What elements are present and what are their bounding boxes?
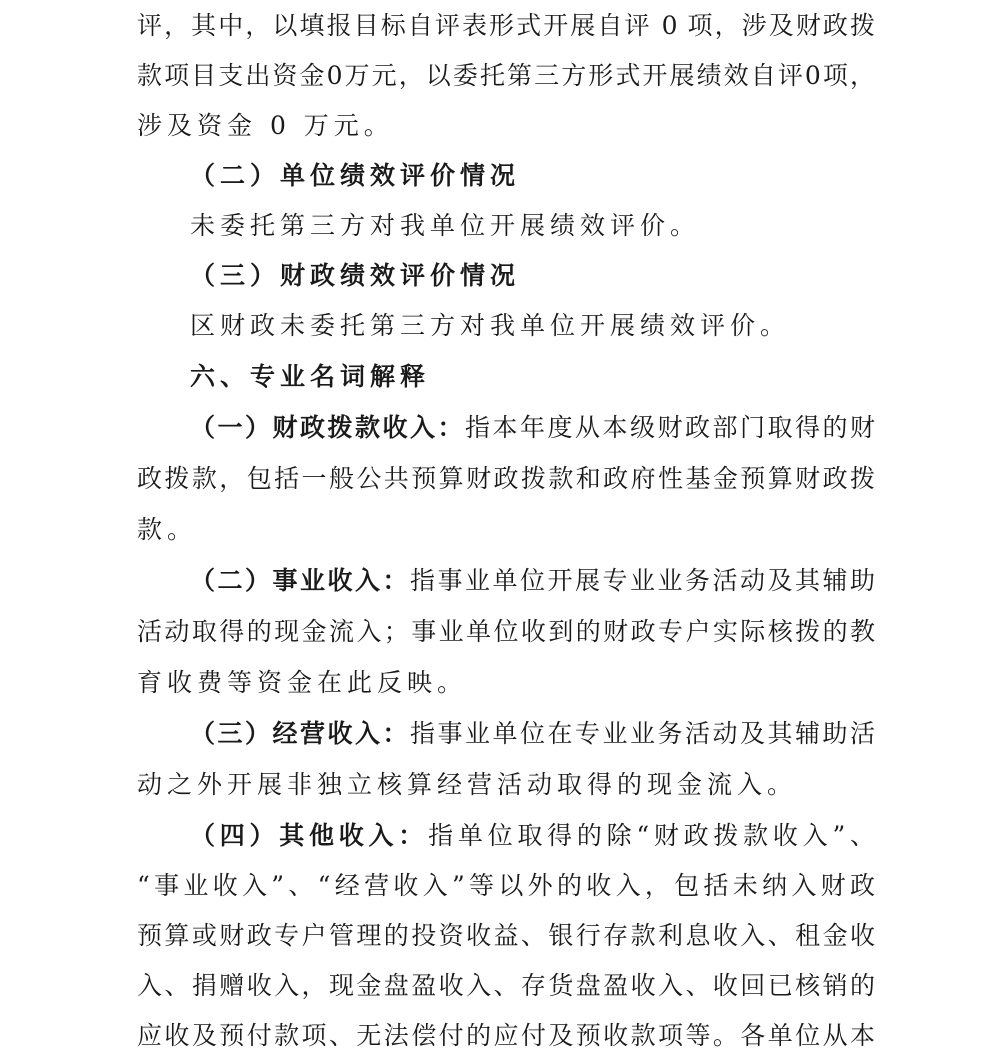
p3-line: 区财政未委托第三方对我单位开展绩效评价。 [190, 311, 791, 340]
d4-line-1-rest: 指单位取得的除“财政拨款收入”、 [428, 821, 875, 850]
d2-line-1 [190, 561, 875, 601]
p1-line-3: 涉及资金 0 万元。 [137, 111, 394, 140]
d3-term: （三）经营收入： [190, 719, 410, 748]
d3-line-1-rest: 指事业单位在专业业务活动及其辅助活 [410, 719, 875, 748]
d4-line-5: 应收及预付款项、无法偿付的应付及预收款项等。各单位从本 [137, 1021, 875, 1050]
d1-term: （一）财政拨款收入： [190, 413, 465, 442]
d4-line-2: “事业收入”、“经营收入”等以外的收入，包括未纳入财政 [137, 871, 875, 900]
p2-line: 未委托第三方对我单位开展绩效评价。 [190, 211, 701, 240]
heading-finance-evaluation: （三）财政绩效评价情况 [190, 261, 521, 290]
heading-unit-evaluation: （二）单位绩效评价情况 [190, 161, 521, 190]
d4-line-4: 入、捐赠收入，现金盘盈收入、存货盘盈收入、收回已核销的 [137, 971, 875, 1000]
d2-line-2: 活动取得的现金流入；事业单位收到的财政专户实际核拨的教 [137, 617, 875, 646]
d4-line-3: 预算或财政专户管理的投资收益、银行存款利息收入、租金收 [137, 921, 875, 950]
d2-term: （二）事业收入： [190, 566, 410, 595]
d1-line-3: 款。 [137, 515, 198, 544]
d4-line-1 [190, 816, 875, 856]
d3-line-2: 动之外开展非独立核算经营活动取得的现金流入。 [137, 770, 798, 799]
d1-line-2: 政拨款，包括一般公共预算财政拨款和政府性基金预算财政拨 [137, 464, 875, 493]
heading-glossary: 六、专业名词解释 [190, 362, 431, 391]
d4-term: （四）其他收入： [190, 821, 429, 850]
d1-line-1 [190, 408, 875, 448]
d3-line-1 [190, 714, 875, 754]
d2-line-1-rest: 指事业单位开展专业业务活动及其辅助 [410, 566, 875, 595]
p1-line-2: 款项目支出资金0万元，以委托第三方形式开展绩效自评0项， [137, 61, 875, 90]
d1-line-1-rest: 指本年度从本级财政部门取得的财 [465, 413, 875, 442]
p1-line-1: 评，其中，以填报目标自评表形式开展自评 0 项，涉及财政拨 [137, 11, 875, 40]
d2-line-3: 育收费等资金在此反映。 [137, 668, 468, 697]
